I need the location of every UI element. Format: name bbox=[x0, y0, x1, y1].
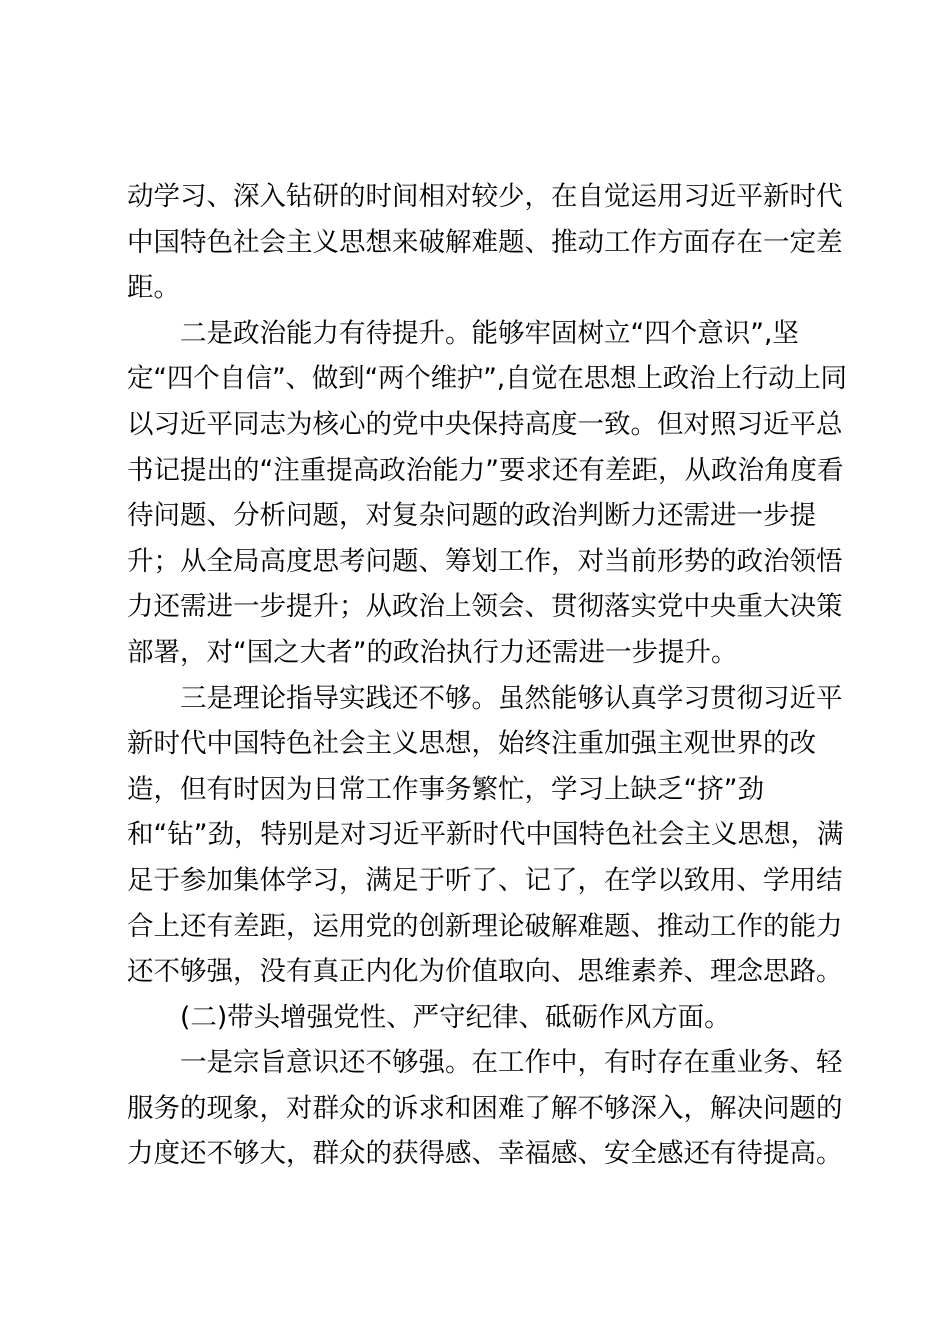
body-text bbox=[127, 174, 847, 1177]
text-line: 合上还有差距，运用党的创新理论破解难题、推动工作的能力 bbox=[127, 910, 843, 942]
text-line: 造，但有时因为日常工作事务繁忙，学习上缺乏“挤”劲 bbox=[127, 773, 764, 805]
text-line: 动学习、深入钻研的时间相对较少，在自觉运用习近平新时代 bbox=[127, 181, 843, 212]
text-line: 力度还不够大，群众的获得感、幸福感、安全感还有待提高。 bbox=[127, 1138, 843, 1170]
text-line: 书记提出的“注重提高政治能力”要求还有差距，从政治角度看 bbox=[127, 454, 844, 486]
text-line: 三是理论指导实践还不够。虽然能够认真学习贯彻习近平 bbox=[127, 682, 843, 714]
text-line: 中国特色社会主义思想来破解难题、推动工作方面存在一定差 bbox=[127, 226, 843, 258]
text-line: 一是宗旨意识还不够强。在工作中，有时存在重业务、轻 bbox=[127, 1047, 843, 1079]
text-line: 新时代中国特色社会主义思想，始终注重加强主观世界的改 bbox=[127, 728, 816, 760]
text-line: 定“四个自信”、做到“两个维护”,自觉在思想上政治上行动上同 bbox=[127, 363, 847, 395]
text-line: 二是政治能力有待提升。能够牢固树立“四个意识”,坚 bbox=[127, 317, 799, 349]
text-line: 待问题、分析问题，对复杂问题的政治判断力还需进一步提 bbox=[127, 500, 816, 532]
text-line: 和“钻”劲，特别是对习近平新时代中国特色社会主义思想，满 bbox=[127, 819, 844, 851]
text-line: 力还需进一步提升；从政治上领会、贯彻落实党中央重大决策 bbox=[127, 591, 843, 623]
text-line: 部署，对“国之大者”的政治执行力还需进一步提升。 bbox=[127, 636, 738, 668]
text-line: 距。 bbox=[127, 272, 180, 304]
text-line: 足于参加集体学习，满足于听了、记了，在学以致用、学用结 bbox=[127, 864, 843, 896]
text-line: 服务的现象，对群众的诉求和困难了解不够深入，解决问题的 bbox=[127, 1092, 843, 1124]
text-line: (二)带头增强党性、严守纪律、砥砺作风方面。 bbox=[127, 1001, 731, 1033]
text-line: 以习近平同志为核心的党中央保持高度一致。但对照习近平总 bbox=[127, 408, 843, 440]
text-line: 还不够强，没有真正内化为价值取向、思维素养、理念思路。 bbox=[127, 956, 843, 988]
text-line: 升；从全局高度思考问题、筹划工作，对当前形势的政治领悟 bbox=[127, 545, 843, 577]
